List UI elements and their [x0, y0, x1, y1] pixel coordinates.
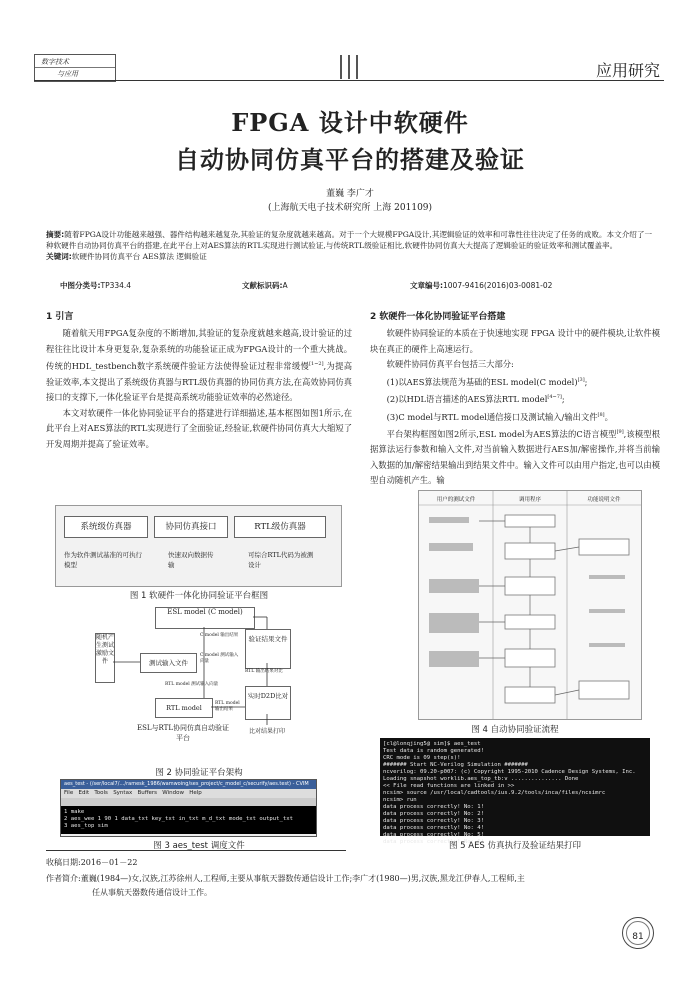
- fig3-line: 3 aes_top sim: [64, 823, 108, 829]
- fig3-menu-syntax[interactable]: Syntax: [113, 790, 133, 796]
- fig3-menu-window[interactable]: Window: [162, 790, 184, 796]
- author-bio-line1: 作者简介:董巍(1984—)女,汉族,江苏徐州人,工程师,主要从事航天器数传通信设计工作;李广才(1980—)男,汉族,黑龙江伊春人,工程师,主: [46, 874, 525, 883]
- section2-item3: (3)C model与RTL model通信接口及测试输入/输出文件[8]。: [386, 411, 613, 422]
- section1-heading: 1 引言: [46, 312, 74, 322]
- fig1-system-simulator: 系统级仿真器: [64, 516, 148, 538]
- fig2-platform-label: ESL与RTL协同仿真自动验证平台: [136, 724, 230, 742]
- journal-logo-box: [34, 54, 116, 82]
- fig5-line: data process correctly! No: 2!: [383, 811, 485, 817]
- authors: 董巍 李广才: [326, 189, 374, 199]
- fig4-flow-diagram: [419, 491, 641, 719]
- fig3-titlebar: aes_test - (/ser/local7/…/ramesk_1986/wamwoing/ses_project/c_model_c/securify/aes.test) - CVIM: [61, 780, 316, 789]
- author-bio-line2: 任从事航天器数传通信设计工作。: [92, 888, 212, 897]
- fig1-note3: 可综合RTL代码为被测设计: [248, 551, 314, 569]
- fig4-col3-header: 功能说明文件: [587, 497, 621, 503]
- fig4-col2-header: 调用程序: [518, 497, 541, 503]
- fig5-line: data process correctly! No: 1!: [383, 804, 485, 810]
- fig2-random-stimulus: 随机产生测试激励文件: [95, 633, 115, 683]
- fig2-verify-result-file: 验证结果文件: [245, 629, 291, 669]
- received-date: 收稿日期:2016－01－22: [46, 858, 138, 867]
- figure2-caption: 图 2 协同验证平台架构: [155, 768, 243, 778]
- fig5-line: data process correctly! No: 6!: [383, 839, 485, 845]
- fig2-rtl-compare: RTL 输出结果对比: [245, 669, 283, 674]
- figure2: [95, 603, 310, 761]
- fig2-compare-print: 比对结果打印: [248, 728, 285, 735]
- fig5-line: data process correctly! No: 5!: [383, 832, 485, 838]
- fig5-line: data process correctly! No: 4!: [383, 825, 485, 831]
- journal-name-line2: 与应用: [57, 70, 78, 78]
- fig2-rtl-output: RTL model 输出结果: [215, 701, 240, 712]
- fig5-line: << File read functions are linked in >>: [383, 783, 515, 789]
- fig3-menu-buffers[interactable]: Buffers: [137, 790, 158, 796]
- page-number: 81: [632, 932, 644, 942]
- section1-body: [46, 326, 352, 453]
- fig2-test-input-file: 测试输入文件: [140, 653, 197, 673]
- title-line2: 自动协同仿真平台的搭建及验证: [175, 145, 525, 174]
- abstract-label: 摘要:: [46, 230, 65, 239]
- fig5-line: ncverilog: 09.20-p007: (c) Copyright 1995-2010 Cadence Design Systems, Inc.: [383, 769, 636, 775]
- section1-paragraph2: 本文对软硬件一体化协同验证平台的搭建进行详细描述,基本框图如图1所示,在此平台上对AES算法的RTL实现进行了全面验证,经验证,软硬件协同仿真大大缩短了开发周期并提高了验证效率。: [46, 407, 352, 449]
- doc-code: 文献标识码:A: [242, 281, 288, 290]
- header-rule: [34, 80, 664, 81]
- fig3-editor[interactable]: [61, 806, 316, 834]
- fig2-esl-model: ESL model (C model): [155, 607, 255, 629]
- section2-body: [370, 326, 660, 489]
- figure1-caption: 图 1 软硬件一体化协同验证平台框图: [129, 591, 269, 601]
- fig1-rtl-simulator: RTL级仿真器: [234, 516, 326, 538]
- fig2-rtl-input: RTL model 测试输入向量: [165, 682, 219, 687]
- fig2-realtime-compare: 实时D2D比对: [245, 686, 291, 720]
- section2-heading: 2 软硬件一体化协同验证平台搭建: [370, 312, 506, 322]
- article-number: 文章编号:1007-9416(2016)03-0081-02: [410, 281, 553, 290]
- section2-item2: (2)以HDL语言描述的AES算法RTL model[4~7];: [386, 393, 565, 404]
- keywords-label: 关键词:: [46, 252, 72, 261]
- fig5-line: ncsim> run: [383, 797, 417, 803]
- figure3-caption: 图 3 aes_test 调度文件: [153, 841, 245, 851]
- fig5-line: [cl@lonqjing5@ sim]$ aes_test: [383, 741, 481, 747]
- figure5-terminal: [380, 738, 650, 845]
- section2-item1: (1)以AES算法规范为基础的ESL model(C model)[3];: [386, 376, 588, 387]
- figure1: [55, 505, 342, 587]
- section2-paragraph3: 平台架构框图如图2所示,ESL model为AES算法的C语言模型[9],该模型根据算法运行参数和输入文件,对当前输入数据进行AES加/解密操作,并将当前输入数据的加/解密结果输出到结果文件中。输入文件可以由用户指定,也可以由模型自动随机产生。输: [370, 428, 661, 486]
- figure4-caption: 图 4 自动协同验证流程: [471, 725, 559, 735]
- figure3-window: [60, 779, 317, 837]
- fig5-line: ncsim> source /usr/local/cadtools/ius.9.2/tools/inca/files/ncsimrc: [383, 790, 606, 796]
- fig3-toolbar: [61, 798, 316, 806]
- fig5-line: ####### Start NC-Verilog Simulation #######: [383, 762, 528, 768]
- fig1-note1: 作为软件测试基准的可执行模型: [64, 551, 142, 569]
- fig4-col1-header: 用户的测试文件: [436, 497, 476, 503]
- fig2-cmodel-output: C model 输出结果: [200, 633, 239, 638]
- fig2-arrows: [95, 603, 310, 761]
- section-label: 应用研究: [595, 61, 660, 80]
- fig3-line: 2 aes_wee 1 90 1 data_txt key_txt in_txt m_d_txt mode_txt output_txt: [64, 816, 294, 822]
- abstract-text: 随着FPGA设计功能越来越强、器件结构越来越复杂,其验证的复杂度就越来越高。对于一个大规模FPGA设计,其逻辑验证的效率和可靠性往往决定了任务的成败。本文介绍了一种软硬件自动协同仿真平台的搭建,在此平台上对AES算法的RTL实现进行测试验证,与传统RTL级验证相比,软硬件协同仿真大大提高了逻辑验证的验证效率和测试覆盖率。: [46, 230, 653, 250]
- section2-paragraph2: 软硬件协同仿真平台包括三大部分:: [386, 359, 514, 370]
- fig5-line: Test data is random generated!: [383, 748, 485, 754]
- fig3-menu-tools[interactable]: Tools: [94, 790, 108, 796]
- fig3-menu-edit[interactable]: Edit: [78, 790, 90, 796]
- page-number-badge: [622, 917, 654, 949]
- keywords-text: 软硬件协同仿真平台 AES算法 逻辑验证: [71, 252, 207, 261]
- fig3-menubar: [61, 789, 316, 798]
- fig3-menu-help[interactable]: Help: [189, 790, 202, 796]
- abstract: [46, 229, 654, 262]
- clc-code: 中图分类号:TP334.4: [60, 281, 132, 290]
- footnote-rule: [46, 850, 346, 851]
- journal-name-line1: 数字技术: [41, 58, 69, 66]
- figure4: [418, 490, 642, 720]
- section1-paragraph1: 随着航天用FPGA复杂度的不断增加,其验证的复杂度就越来越高,设计验证的过程往往比设计本身更复杂,复杂系统的功能验证正成为FPGA设计的一个重大挑战。传统的HDL_testbench数字系统硬件验证方法使得验证过程非常缓慢[1~2],为提高验证效率,本文提出了系统级仿真器与RTL级仿真器的协同仿真方法,在高效协同仿真接口的支撑下,一体化验证平台是提高系统功能验证效率的必然途径。: [46, 328, 352, 403]
- fig1-cosim-interface: 协同仿真接口: [154, 516, 228, 538]
- figure5-caption: 图 5 AES 仿真执行及验证结果打印: [448, 841, 582, 851]
- section2-paragraph1: 软硬件协同验证的本质在于快速地实现 FPGA 设计中的硬件模块,让软件模块在真正的硬件上高速运行。: [370, 328, 660, 354]
- fig2-cmodel-input: C model 测试输入向量: [200, 653, 239, 664]
- fig5-line: data process correctly! No: 3!: [383, 818, 485, 824]
- fig1-note2: 快速双向数据传输: [168, 551, 214, 569]
- fig2-rtl-model: RTL model: [155, 698, 213, 718]
- fig3-line: 1 make: [64, 809, 85, 815]
- header-divider-bars: [340, 55, 360, 81]
- fig5-line: Loading snapshot worklib.aes_top_tb:v ............... Done: [383, 776, 579, 782]
- affiliation: (上海航天电子技术研究所 上海 201109): [267, 203, 433, 213]
- fig3-menu-file[interactable]: File: [64, 790, 74, 796]
- fig5-line: CRC mode is 09 step(s)!: [383, 755, 461, 761]
- title-line1: FPGA 设计中软硬件: [231, 108, 469, 137]
